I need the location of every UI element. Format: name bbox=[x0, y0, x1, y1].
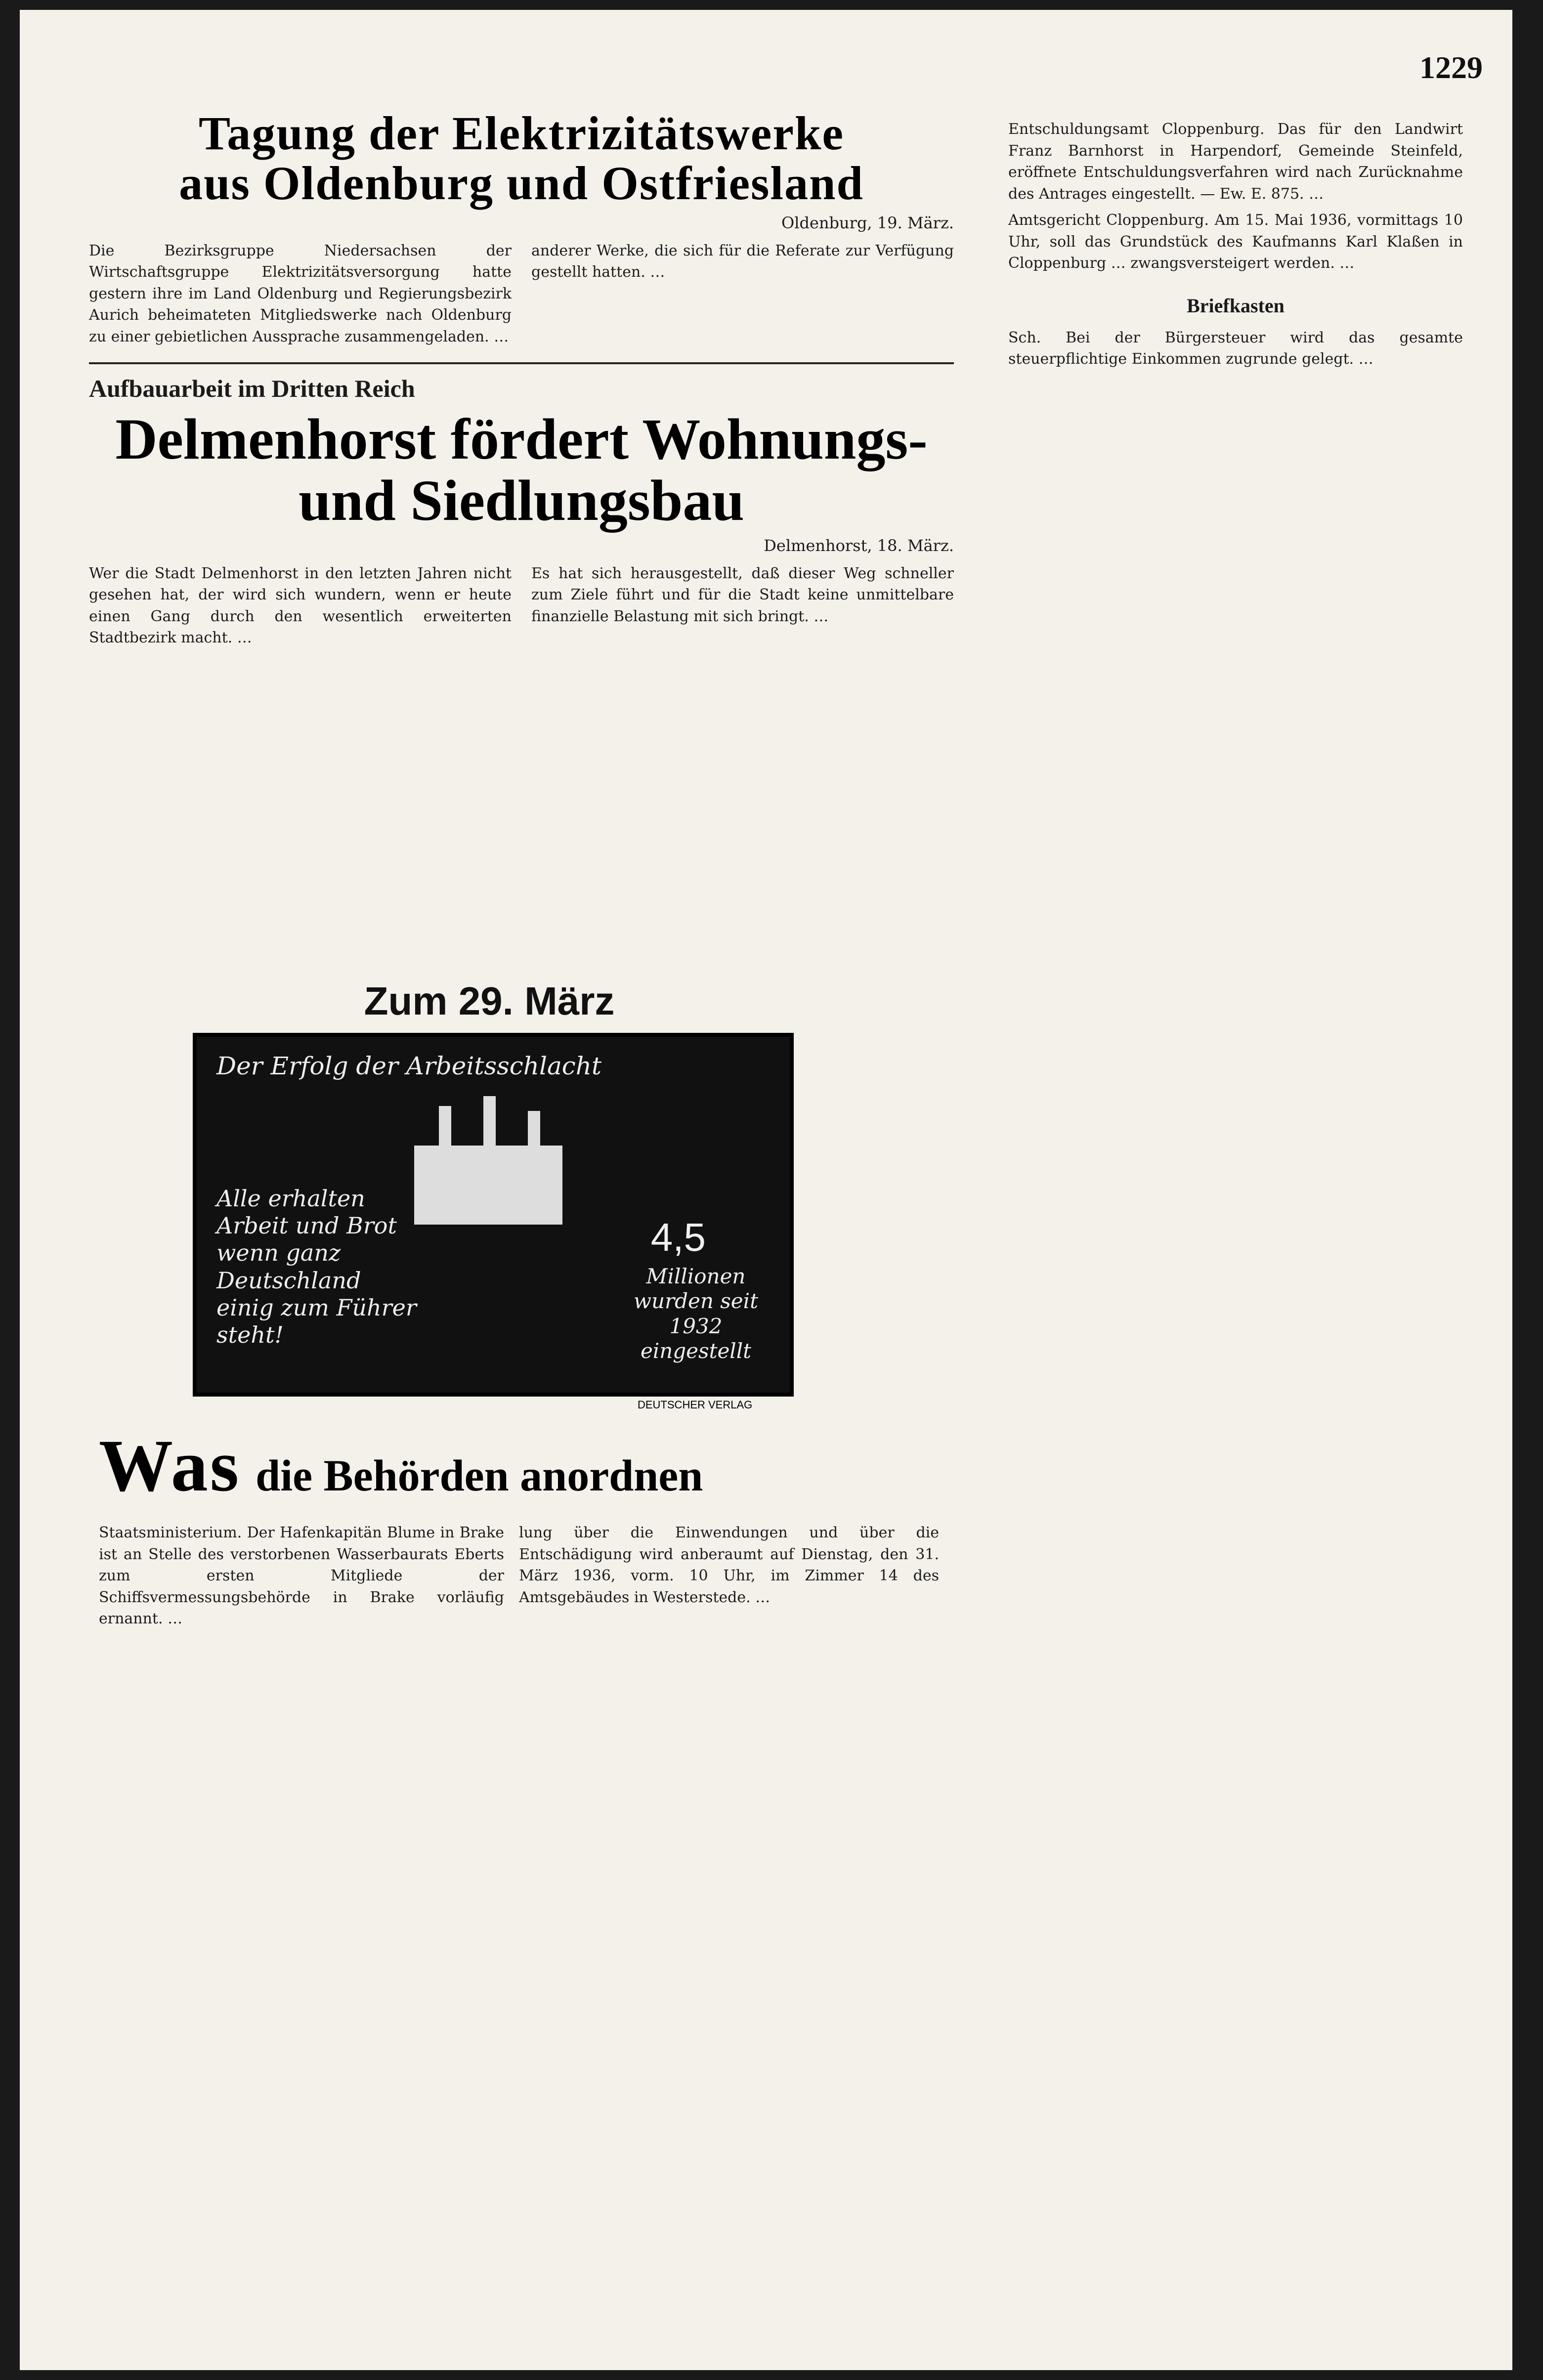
delmenhorst-text-right: Es hat sich herausgestellt, daß dieser Weg schneller zum Ziele führt und für die Stadt keine unmittelbare finanzielle Belastung mit sich bringt. … bbox=[531, 564, 954, 625]
behoerden-column-1 bbox=[99, 1522, 504, 1635]
tagung-body bbox=[89, 240, 954, 353]
poster-heading: Zum 29. März bbox=[364, 979, 615, 1023]
poster-chalk-line-2: Alle erhalten Arbeit und Brot wenn ganz Deutschland einig zum Führer steht! bbox=[216, 1185, 417, 1348]
chalkboard bbox=[193, 1033, 794, 1397]
right-column bbox=[1008, 119, 1463, 375]
delmenhorst-text-left: Wer die Stadt Delmenhorst in den letzten Jahren nicht gesehen hat, der wird sich wundern, wenn er heute einen Gang durch den wesentlich erweiterten Stadtbezirk macht. … bbox=[89, 564, 512, 647]
behoerden-text-1: Staatsministerium. Der Hafenkapitän Blume in Brake ist an Stelle des verstorbenen Wasserbaurats Eberts zum ersten Mitgliede der Schiffsvermessungsbehörde in Brake vorläufig ernannt. … bbox=[99, 1524, 504, 1627]
newspaper-page bbox=[20, 10, 1512, 2370]
tagung-dateline: Oldenburg, 19. März. bbox=[781, 213, 954, 232]
right-column-text-1: Entschuldungsamt Cloppenburg. Das für den Landwirt Franz Barnhorst in Harpendorf, Gemeinde Steinfeld, eröffnete Entschuldungsverfahren wird nach Zurücknahme des Antrages eingestellt. — Ew. E. 875. … bbox=[1008, 121, 1463, 203]
factory-icon bbox=[404, 1091, 572, 1239]
poster-chalk-line-3: Millionen wurden seit 1932 eingestellt bbox=[634, 1264, 758, 1363]
poster-illustration bbox=[193, 978, 786, 1423]
tagung-title-line-1: Tagung der Elektrizitätswerke bbox=[199, 107, 844, 160]
briefkasten-title: Briefkasten bbox=[1187, 294, 1285, 317]
briefkasten-text: Sch. Bei der Bürgersteuer wird das gesamte steuerpflichtige Einkommen zugrunde gelegt. … bbox=[1008, 329, 1463, 368]
behoerden-column-2 bbox=[519, 1522, 939, 1613]
behoerden-heading-word: Was bbox=[99, 1425, 241, 1507]
behoerden-heading bbox=[99, 1423, 949, 1508]
page-number: 1229 bbox=[1419, 50, 1483, 85]
behoerden-heading-rest: die Behörden anordnen bbox=[256, 1451, 703, 1500]
poster-chalk-line-1: Der Erfolg der Arbeitsschlacht bbox=[216, 1052, 602, 1080]
tagung-title-line-2: aus Oldenburg und Ostfriesland bbox=[179, 156, 864, 210]
delmenhorst-kicker: Aufbauarbeit im Dritten Reich bbox=[89, 375, 415, 403]
divider bbox=[89, 362, 954, 364]
article-tagung bbox=[89, 109, 954, 654]
right-column-text-2: Amtsgericht Cloppenburg. Am 15. Mai 1936, vormittags 10 Uhr, soll das Grundstück des Kaufmanns Karl Klaßen in Cloppenburg … zwangsversteigert werden. … bbox=[1008, 212, 1463, 272]
poster-number: 4,5 bbox=[650, 1215, 706, 1259]
delmenhorst-body bbox=[89, 563, 954, 654]
tagung-text-left: Die Bezirksgruppe Niedersachsen der Wirtschaftsgruppe Elektrizitätsversorgung hatte gestern ihre im Land Oldenburg und Regierungsbezirk Aurich beheimateten Mitgliedswerke nach Oldenburg zu einer gebietlichen Aussprache zusammengeladen. … bbox=[89, 242, 512, 345]
delmenhorst-dateline: Delmenhorst, 18. März. bbox=[764, 536, 954, 555]
behoerden-text-2: lung über die Einwendungen und über die Entschädigung wird anberaumt auf Dienstag, den 31. März 1936, vorm. 10 Uhr, im Zimmer 14 des Amtsgebäudes in Westerstede. … bbox=[519, 1524, 939, 1606]
poster-credit: DEUTSCHER VERLAG bbox=[638, 1399, 753, 1411]
tagung-text-right: anderer Werke, die sich für die Referate zur Verfügung gestellt hatten. … bbox=[531, 242, 954, 281]
delmenhorst-title: Delmenhorst fördert Wohnungs- und Siedlungsbau bbox=[115, 407, 928, 533]
